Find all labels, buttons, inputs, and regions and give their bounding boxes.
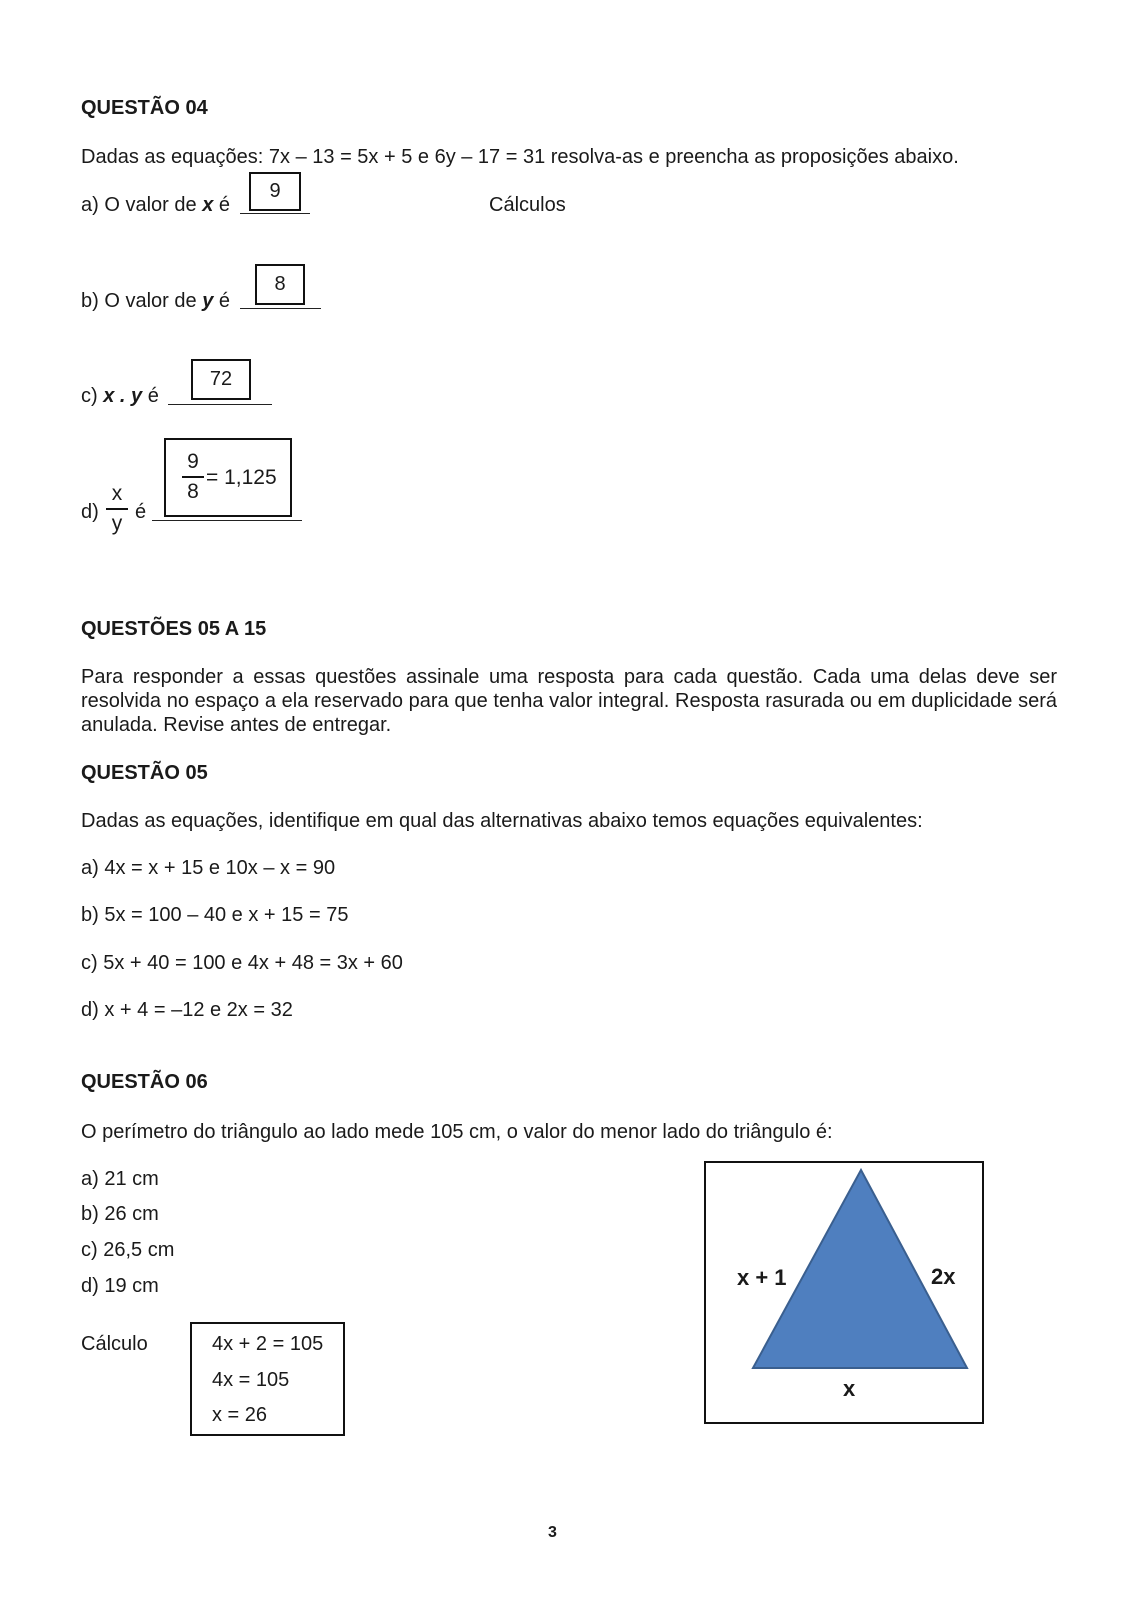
q04-d-fraction xyxy=(106,482,128,536)
q04-d-suffix: é xyxy=(135,501,147,523)
q05-option-letter: b) xyxy=(81,904,99,926)
q06-option-text: 21 cm xyxy=(104,1168,159,1190)
q04-b-answer-box: 8 xyxy=(255,264,305,305)
q05-option-letter: d) xyxy=(81,999,99,1021)
q05-option-a xyxy=(81,857,335,880)
q05-option-letter: c) xyxy=(81,952,98,974)
q04-c-expr: x . y xyxy=(103,385,143,407)
q06-option-letter: a) xyxy=(81,1168,99,1190)
q04-b-letter: b) xyxy=(81,290,99,312)
q06-triangle-figure xyxy=(704,1161,984,1424)
q04-b-suffix: é xyxy=(218,290,230,312)
q04-heading: QUESTÃO 04 xyxy=(81,97,208,119)
q05-option-text: 5x + 40 = 100 e 4x + 48 = 3x + 60 xyxy=(103,952,403,974)
q04-d-denominator: y xyxy=(111,512,123,535)
q06-heading: QUESTÃO 06 xyxy=(81,1071,208,1093)
q06-calc-label: Cálculo xyxy=(81,1333,148,1355)
q06-option-a xyxy=(81,1168,159,1191)
q04-intro: Dadas as equações: 7x – 13 = 5x + 5 e 6y – 17 = 31 resolva-as e preencha as proposições abaixo. xyxy=(81,146,959,168)
q04-d-letter: d) xyxy=(81,501,99,523)
q04-d-answer-fraction xyxy=(182,450,204,504)
q04-c-answer-line xyxy=(168,404,272,405)
q04-a-text: O valor de xyxy=(104,194,197,216)
q04-a-letter: a) xyxy=(81,194,99,216)
q04-c-suffix: é xyxy=(147,385,159,407)
q04-a-var: x xyxy=(202,194,214,216)
q05-option-text: x + 4 = –12 e 2x = 32 xyxy=(104,999,293,1021)
q04-d-answer-result: = 1,125 xyxy=(206,466,277,489)
q04-b-item xyxy=(81,290,230,313)
q04-b-answer-line xyxy=(240,308,321,309)
q06-calc-line: 4x = 105 xyxy=(212,1369,290,1391)
page-number: 3 xyxy=(548,1524,557,1541)
q05-option-letter: a) xyxy=(81,857,99,879)
q04-a-answer-line xyxy=(240,213,310,214)
q05-option-d xyxy=(81,999,293,1022)
q05-option-b xyxy=(81,904,348,927)
q04-d-answer-denominator: 8 xyxy=(187,480,199,503)
q05-option-text: 4x = x + 15 e 10x – x = 90 xyxy=(104,857,336,879)
q06-option-text: 19 cm xyxy=(104,1275,159,1297)
q06-option-text: 26,5 cm xyxy=(103,1239,175,1261)
q04-b-var: y xyxy=(202,290,214,312)
q04-a-answer-box: 9 xyxy=(249,172,301,211)
q06-triangle-bottom-label: x xyxy=(843,1376,856,1401)
q06-calc-box xyxy=(190,1322,345,1436)
q06-option-d xyxy=(81,1275,159,1298)
q04-d-answer-line xyxy=(152,520,302,521)
q04-d-answer-fraction-bar xyxy=(182,476,204,478)
q06-option-text: 26 cm xyxy=(104,1203,159,1225)
q04-d-answer-box xyxy=(164,438,292,517)
q04-a-item xyxy=(81,194,230,217)
q04-d-numerator: x xyxy=(111,482,123,505)
q06-option-letter: d) xyxy=(81,1275,99,1297)
q04-c-answer-box: 72 xyxy=(191,359,251,400)
q05-heading: QUESTÃO 05 xyxy=(81,762,208,784)
q04-a-suffix: é xyxy=(218,194,230,216)
q06-option-b xyxy=(81,1203,159,1226)
q06-intro: O perímetro do triângulo ao lado mede 105 cm, o valor do menor lado do triângulo é: xyxy=(81,1121,833,1143)
q04-d-fraction-bar xyxy=(106,508,128,510)
q06-triangle-left-label: x + 1 xyxy=(737,1265,787,1290)
q05-option-c xyxy=(81,952,403,975)
q04-d-answer-numerator: 9 xyxy=(187,450,199,473)
q06-calc-line: 4x + 2 = 105 xyxy=(212,1333,324,1355)
q06-option-letter: b) xyxy=(81,1203,99,1225)
q05-15-instructions: Para responder a essas questões assinale uma resposta para cada questão. Cada uma delas deve ser resolvida no espaço a ela reservado para que tenha valor integral. Resposta rasurada ou em duplicidade será anulada. Revise antes de entregar. xyxy=(81,666,1057,736)
q04-b-text: O valor de xyxy=(104,290,197,312)
q05-option-text: 5x = 100 – 40 e x + 15 = 75 xyxy=(104,904,349,926)
q04-c-letter: c) xyxy=(81,385,98,407)
q06-option-letter: c) xyxy=(81,1239,98,1261)
q05-15-heading: QUESTÕES 05 A 15 xyxy=(81,618,267,640)
q05-intro: Dadas as equações, identifique em qual das alternativas abaixo temos equações equivalentes: xyxy=(81,810,923,832)
q06-option-c xyxy=(81,1239,174,1262)
q06-calc-line: x = 26 xyxy=(212,1404,268,1426)
q04-calc-label: Cálculos xyxy=(489,194,566,216)
q06-triangle-right-label: 2x xyxy=(931,1264,956,1289)
q04-c-item xyxy=(81,385,159,408)
